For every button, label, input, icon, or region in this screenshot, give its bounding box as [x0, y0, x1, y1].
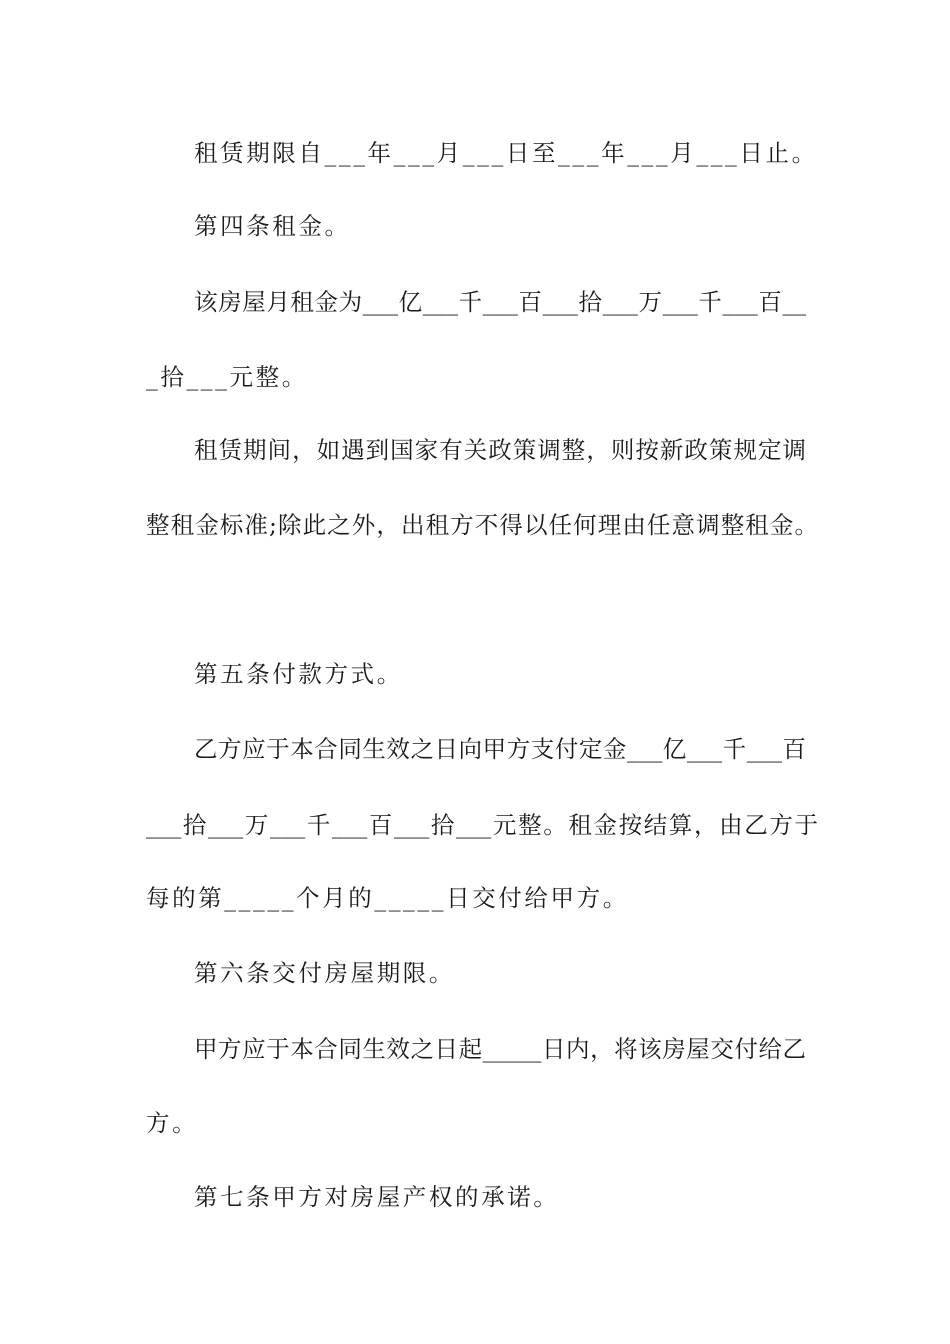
deposit-line-2: ___拾___万___千___百___拾___元整。租金按结算，由乙方于 [146, 811, 818, 839]
article-5-heading: 第五条付款方式。 [194, 660, 403, 688]
rent-adjustment-line-2: 整租金标准;除此之外，出租方不得以任何理由任意调整租金。 [146, 511, 818, 539]
handover-line-2: 方。 [146, 1109, 199, 1137]
deposit-line-1: 乙方应于本合同生效之日向甲方支付定金___亿___千___百 [194, 735, 806, 763]
payment-schedule-line: 每的第_____个月的_____日交付给甲方。 [146, 884, 629, 912]
article-7-heading: 第七条甲方对房屋产权的承诺。 [194, 1183, 560, 1211]
rent-adjustment-line-1: 租赁期间，如遇到国家有关政策调整，则按新政策规定调 [194, 436, 806, 464]
article-6-heading: 第六条交付房屋期限。 [194, 959, 455, 987]
article-4-heading: 第四条租金。 [194, 212, 351, 240]
lease-term-line: 租赁期限自___年___月___日至___年___月___日止。 [194, 139, 818, 167]
rent-amount-line-2: _拾___元整。 [146, 363, 308, 391]
handover-line-1: 甲方应于本合同生效之日起_____日内，将该房屋交付给乙 [194, 1035, 806, 1063]
rent-amount-line-1: 该房屋月租金为___亿___千___百___拾___万___千___百__ [194, 288, 806, 316]
